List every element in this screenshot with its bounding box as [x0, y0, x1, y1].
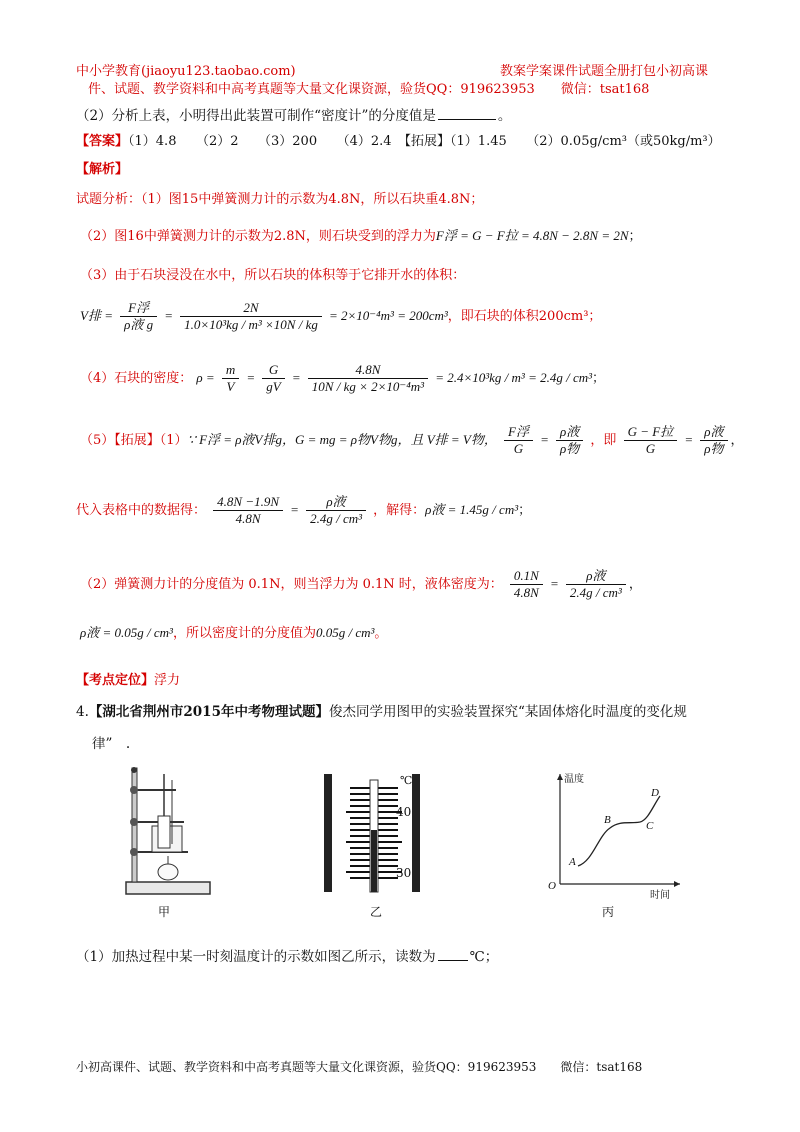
- line9-eq2: 0.05g / cm³: [315, 625, 375, 640]
- line2-eq: F浮 = G − F拉 = 4.8N − 2.8N = 2N: [435, 228, 629, 243]
- graph-d-label: D: [651, 787, 659, 799]
- line6-mid: ，即: [590, 433, 617, 448]
- analysis-line2: [80, 225, 642, 244]
- answer-label: 【答案】: [76, 134, 129, 149]
- line4-text: ，即石块的体积200cm³；: [447, 309, 602, 324]
- line7-frac1: $\frac{4.8N -1.9N}{4.8N}$: [213, 494, 283, 527]
- thermo-30-label: 30: [396, 866, 412, 880]
- q4-num: 4.: [76, 704, 89, 720]
- line6-text: （5）【拓展】（1）: [80, 433, 188, 448]
- q4-1-text: （1）加热过程中某一时刻温度计的示数如图乙所示，读数为: [76, 949, 436, 965]
- header-right: 教案学案课件试题全册打包小初高课: [500, 64, 709, 79]
- analysis-label: 【解析】: [76, 162, 129, 177]
- line9-text: ，所以密度计的分度值为: [172, 626, 316, 641]
- thermo-40-label: 40: [396, 805, 412, 819]
- figure-bing-graph: [548, 766, 688, 896]
- graph-y-label: 温度: [564, 774, 584, 785]
- figure-jia-label: 甲: [158, 905, 171, 919]
- line7-rhs: ρ液 = 1.45g / cm³: [425, 502, 519, 517]
- thermometer-liquid: [371, 830, 377, 892]
- kaodian-line: [76, 669, 180, 688]
- line2-end: ；: [628, 229, 642, 244]
- q2-text: （2）分析上表，小明得出此装置可制作“密度计”的分度值是: [76, 108, 436, 124]
- analysis-line5: （4）石块的密度： ρ = $\frac{m}{V}$ = $\frac{G}{gV}$ = $\frac{4.8N}{\text{10N / kg × 2×10⁻⁴m³}}$ = 2.4×10³kg / m³ = 2.4g / cm³；: [80, 362, 606, 394]
- kaodian-label: 【考点定位】: [76, 673, 155, 688]
- q2-end: 。: [497, 108, 512, 124]
- q4-line2: 律” .: [92, 736, 131, 752]
- answer-text: （1）4.8 （2）2 （3）200 （4）2.4 【拓展】（1）1.45 （2）0.05g/cm³（或50kg/m³）: [128, 134, 721, 149]
- line2-text: （2）图16中弹簧测力计的示数为2.8N，则石块受到的浮力为: [80, 229, 436, 244]
- analysis-line8: （2）弹簧测力计的分度值为 0.1N，则当浮力为 0.1N 时，液体密度为： $\frac{0.1N}{4.8N}$ = $\frac{\text{ρ液}}{\text{2.4g / cm³}}$ ，: [80, 568, 642, 600]
- line5-frac1: $\frac{m}{V}$: [222, 362, 239, 395]
- line4-frac1: $\frac{\text{F浮}}{\text{ρ液 g}}$: [120, 300, 157, 333]
- header-line2: 件、试题、教学资料和中高考真题等大量文化课资源，验货QQ：919623953 微信：tsat168: [88, 82, 650, 97]
- figure-yi-thermometer: [320, 770, 430, 900]
- line8-frac2: $\frac{\text{ρ液}}{\text{2.4g / cm³}}$: [566, 568, 626, 601]
- line7-mid: ，解得：: [373, 503, 426, 518]
- graph-x-label: 时间: [650, 890, 670, 901]
- q4-1-blank[interactable]: [438, 960, 468, 961]
- analysis-line1: 试题分析：（1）图15中弹簧测力计的示数为4.8N，所以石块重4.8N；: [76, 192, 484, 207]
- kaodian-text: 浮力: [154, 673, 181, 688]
- line9-eq: ρ液 = 0.05g / cm³: [80, 625, 173, 640]
- analysis-line4: V排 = $\frac{\text{F浮}}{\text{ρ液 g}}$ = $\frac{2N}{\text{1.0×10³kg / m³ ×10N / kg}}$ = 2×10⁻⁴m³ = 200cm³，即石块的体积200cm³；: [80, 300, 602, 332]
- footer: 小初高课件、试题、教学资料和中高考真题等大量文化课资源，验货QQ：919623953 微信：tsat168: [76, 1060, 643, 1074]
- graph-a-label: A: [569, 856, 576, 868]
- analysis-line3: （3）由于石块浸没在水中，所以石块的体积等于它排开水的体积：: [80, 268, 466, 283]
- q4-text1: 俊杰同学用图甲的实验装置探究“某固体熔化时温度的变化规: [328, 704, 687, 720]
- line4-lhs: V排 =: [80, 308, 113, 323]
- q4-1-end: ℃；: [469, 949, 499, 965]
- analysis-line7: 代入表格中的数据得： $\frac{4.8N -1.9N}{4.8N}$ = $\frac{\text{ρ液}}{\text{2.4g / cm³}}$ ，解得：ρ液 = 1.45g / cm³；: [76, 494, 532, 526]
- line5-lhs: ρ =: [196, 370, 215, 385]
- line7-text: 代入表格中的数据得：: [76, 503, 207, 518]
- q4-1-line: [76, 945, 498, 965]
- line6-frac2: $\frac{\text{ρ液}}{\text{ρ物}}$: [556, 424, 583, 457]
- line7-frac2: $\frac{\text{ρ液}}{\text{2.4g / cm³}}$: [306, 494, 366, 527]
- q2-blank[interactable]: [438, 119, 496, 120]
- line5-text: （4）石块的密度：: [80, 371, 193, 386]
- figure-yi-label: 乙: [370, 905, 383, 919]
- graph-c-label: C: [646, 820, 654, 832]
- line6-eq1: ∵ F浮 = ρ液V排g，G = mg = ρ物V物g，且 V排 = V物，: [187, 432, 497, 447]
- header-left: 中小学教育(jiaoyu123.taobao.com): [76, 64, 296, 79]
- line8-text: （2）弹簧测力计的分度值为 0.1N，则当浮力为 0.1N 时，液体密度为：: [80, 577, 503, 592]
- thermo-unit: ℃: [400, 774, 413, 787]
- answer-line: [76, 130, 721, 149]
- figure-jia-apparatus: [118, 760, 218, 900]
- line5-frac3: $\frac{4.8N}{\text{10N / kg × 2×10⁻⁴m³}}$: [308, 362, 428, 395]
- line6-frac1: $\frac{\text{F浮}}{G}$: [504, 424, 533, 457]
- q2-line: [76, 104, 511, 124]
- graph-b-label: B: [604, 814, 611, 826]
- analysis-line9: ρ液 = 0.05g / cm³，所以密度计的分度值为0.05g / cm³。: [80, 625, 388, 641]
- line4-rhs: = 2×10⁻⁴m³ = 200cm³: [328, 308, 448, 323]
- line8-frac1: $\frac{0.1N}{4.8N}$: [510, 568, 543, 601]
- line4-frac2: $\frac{2N}{\text{1.0×10³kg / m³ ×10N / kg}}$: [180, 300, 322, 333]
- line6-frac4: $\frac{\text{ρ液}}{\text{ρ物}}$: [700, 424, 727, 457]
- graph-o-label: O: [548, 880, 556, 892]
- line5-frac2: $\frac{G}{gV}$: [262, 362, 284, 395]
- q4-source: 【湖北省荆州市2015年中考物理试题】: [88, 704, 329, 720]
- line6-frac3: $\frac{\text{G − F拉}}{G}$: [624, 424, 678, 457]
- q4-line1: [76, 700, 687, 720]
- analysis-line6: （5）【拓展】（1）∵ F浮 = ρ液V排g，G = mg = ρ物V物g，且 V排 = V物， $\frac{\text{F浮}}{G}$ = $\frac{\text{ρ液}}{\text{ρ物}}$ ，即 $\frac{\text{G − F拉}}{G}$ = $\frac{\text{ρ液}}{\text{ρ物}}$ ，: [80, 424, 744, 456]
- line5-rhs: = 2.4×10³kg / m³ = 2.4g / cm³: [435, 370, 593, 385]
- figure-bing-label: 丙: [602, 905, 615, 919]
